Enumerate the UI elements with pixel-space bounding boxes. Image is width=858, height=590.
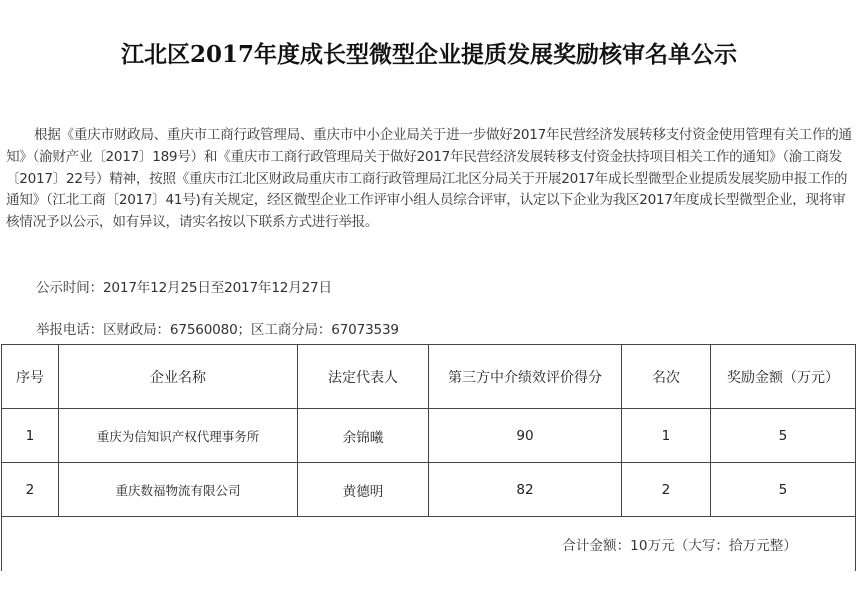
page-title: 江北区2017年度成长型微型企业提质发展奖励核审名单公示 xyxy=(120,41,737,68)
cell-seq: 2 xyxy=(2,463,59,517)
header-award-amount: 奖励金额（万元） xyxy=(711,345,856,409)
report-phone-numbers: 举报电话：区财政局：67560080；区工商分局：67073539 xyxy=(36,322,399,338)
table-row xyxy=(2,409,856,463)
cell-score: 82 xyxy=(429,463,622,517)
cell-amount: 5 xyxy=(711,409,856,463)
cell-amount: 5 xyxy=(711,463,856,517)
header-seq: 序号 xyxy=(2,345,59,409)
header-company-name: 企业名称 xyxy=(59,345,298,409)
cell-company-name: 重庆数福物流有限公司 xyxy=(59,463,298,517)
award-list-table xyxy=(1,344,856,571)
header-evaluation-score: 第三方中介绩效评价得分 xyxy=(429,345,622,409)
cell-score: 90 xyxy=(429,409,622,463)
table-header-row xyxy=(2,345,856,409)
cell-company-name: 重庆为信知识产权代理事务所 xyxy=(59,409,298,463)
cell-rank: 1 xyxy=(622,409,711,463)
header-rank: 名次 xyxy=(622,345,711,409)
cell-seq: 1 xyxy=(2,409,59,463)
table-row xyxy=(2,463,856,517)
cell-legal-representative: 黄德明 xyxy=(298,463,429,517)
notice-period: 公示时间：2017年12月25日至2017年12月27日 xyxy=(36,280,332,296)
total-amount: 合计金额：10万元（大写：拾万元整） xyxy=(2,517,856,572)
header-legal-representative: 法定代表人 xyxy=(298,345,429,409)
cell-legal-representative: 余锦曦 xyxy=(298,409,429,463)
notice-body-paragraph: 根据《重庆市财政局、重庆市工商行政管理局、重庆市中小企业局关于进一步做好2017年民营经济发展转移支付资金使用管理有关工作的通知》（渝财产业〔2017〕189号）和《重庆市工商行政管理局关于做好2017年民营经济发展转移支付资金扶持项目相关工作的通知》（渝工商发〔2017〕22号）精神，按照《重庆市江北区财政局重庆市工商行政管理局江北区分局关于开展2017年成长型微型企业提质发展奖励申报工作的通知》（江北工商〔2017〕41号)有关规定，经区微型企业工作评审小组人员综合评审，认定以下企业为我区2017年度成长型微型企业，现将审核情况予以公示，如有异议，请实名按以下联系方式进行举报。 xyxy=(6,127,852,231)
table-total-row xyxy=(2,517,856,572)
cell-rank: 2 xyxy=(622,463,711,517)
